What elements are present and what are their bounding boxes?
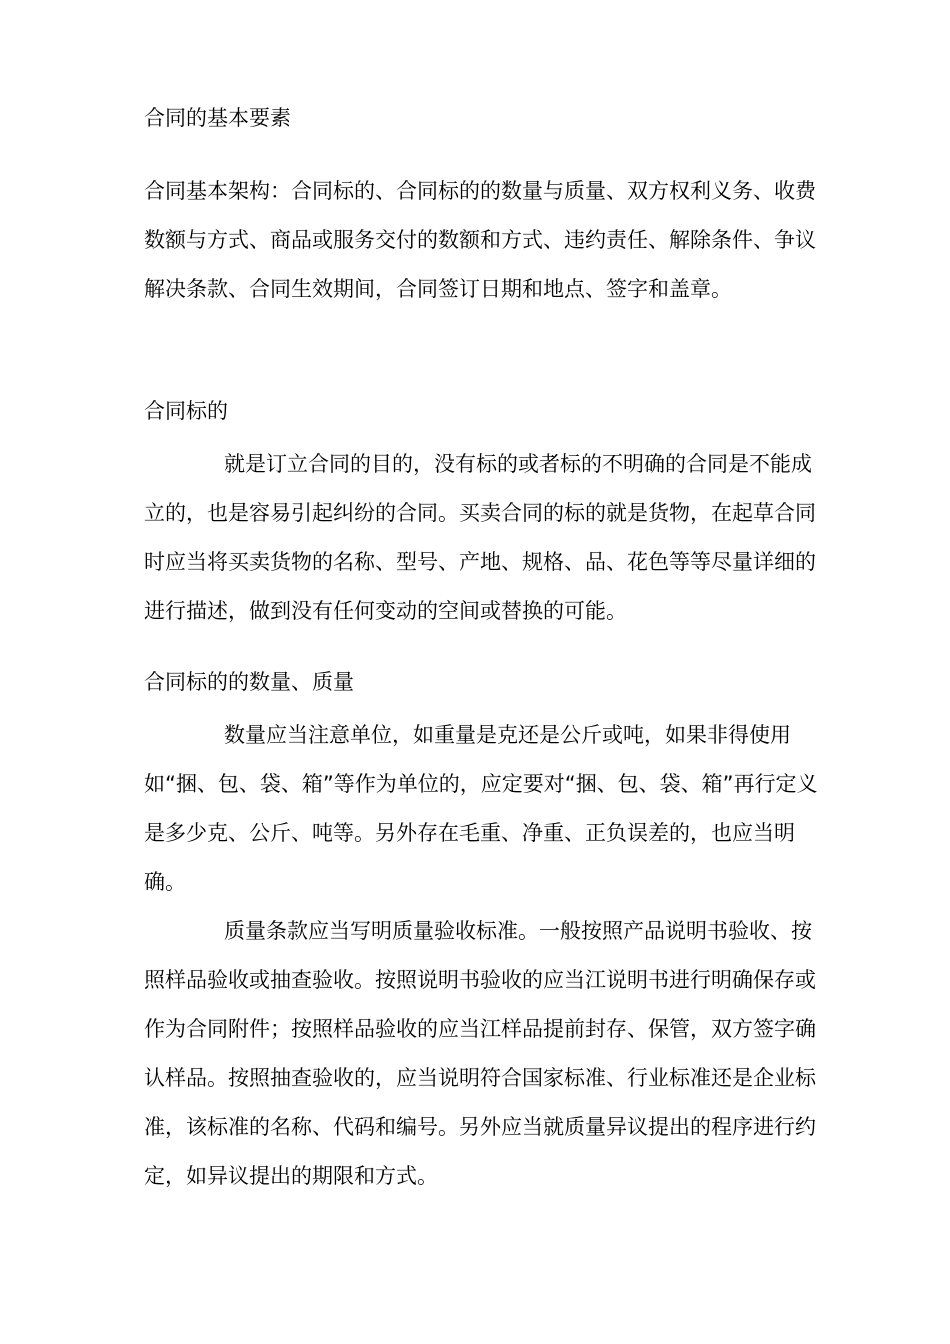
paragraph-subject: 就是订立合同的目的，没有标的或者标的不明确的合同是不能成立的，也是容易引起纠纷的合同。买卖合同的标的就是货物，在起草合同时应当将买卖货物的名称、型号、产地、规格、品、花色等等尽量详细的进行描述，做到没有任何变动的空间或替换的可能。 — [144, 452, 816, 623]
paragraph-quantity: 数量应当注意单位，如重量是克还是公斤或吨，如果非得使用如“捆、包、袋、箱”等作为单位的，应定要对“捆、包、袋、箱”再行定义是多少克、公斤、吨等。另外存在毛重、净重、正负误差的，也应当明确。 — [144, 723, 818, 894]
paragraph-contract-structure: 合同基本架构：合同标的、合同标的的数量与质量、双方权利义务、收费数额与方式、商品或服务交付的数额和方式、违约责任、解除条件、争议解决条款、合同生效期间，合同签订日期和地点、签字和盖章。 — [144, 179, 816, 301]
paragraph-quality: 质量条款应当写明质量验收标准。一般按照产品说明书验收、按照样品验收或抽查验收。按照说明书验收的应当江说明书进行明确保存或作为合同附件；按照样品验收的应当江样品提前封存、保管，双方签字确认样品。按照抽查验收的，应当说明符合国家标准、行业标准还是企业标准，该标准的名称、代码和编号。另外应当就质量异议提出的程序进行约定，如异议提出的期限和方式。 — [144, 919, 816, 1188]
section-heading-quantity-quality: 合同标的的数量、质量 — [144, 670, 354, 694]
section-heading-subject: 合同标的 — [144, 399, 228, 423]
document-title: 合同的基本要素 — [144, 106, 291, 130]
